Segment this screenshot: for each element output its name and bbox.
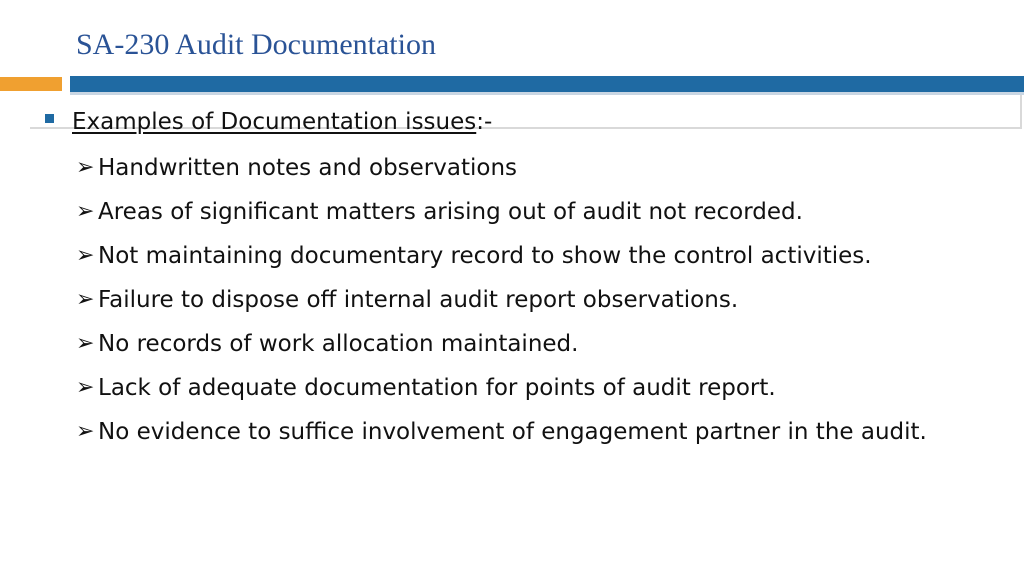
list-item xyxy=(76,370,976,406)
issues-list xyxy=(76,150,976,458)
list-item-text: Handwritten notes and observations xyxy=(98,155,517,181)
blue-header-bar xyxy=(70,76,1024,92)
list-item xyxy=(76,414,976,450)
content-box-right-border xyxy=(1020,95,1022,127)
square-bullet-icon xyxy=(45,114,54,123)
arrow-bullet-icon: ➢ xyxy=(76,287,95,312)
arrow-bullet-icon: ➢ xyxy=(76,199,95,224)
list-item xyxy=(76,194,976,230)
list-item-text: Failure to dispose off internal audit report observations. xyxy=(98,287,739,313)
arrow-bullet-icon: ➢ xyxy=(76,331,95,356)
header-bar-shadow xyxy=(70,92,1024,95)
list-item xyxy=(76,282,976,318)
arrow-bullet-icon: ➢ xyxy=(76,155,95,180)
list-item-text: Not maintaining documentary record to show the control activities. xyxy=(98,243,872,269)
list-item-text: No records of work allocation maintained. xyxy=(98,331,579,357)
section-heading xyxy=(72,109,492,135)
section-heading-suffix: :- xyxy=(476,109,493,135)
list-item xyxy=(76,150,976,186)
slide-title: SA-230 Audit Documentation xyxy=(76,28,436,61)
arrow-bullet-icon: ➢ xyxy=(76,375,95,400)
arrow-bullet-icon: ➢ xyxy=(76,243,95,268)
orange-accent-bar xyxy=(0,77,62,91)
list-item xyxy=(76,238,976,274)
list-item xyxy=(76,326,976,362)
arrow-bullet-icon: ➢ xyxy=(76,419,95,444)
section-heading-text: Examples of Documentation issues xyxy=(72,109,477,135)
list-item-text: Areas of significant matters arising out of audit not recorded. xyxy=(98,199,803,225)
list-item-text: No evidence to suffice involvement of engagement partner in the audit. xyxy=(98,419,927,445)
list-item-text: Lack of adequate documentation for points of audit report. xyxy=(98,375,776,401)
